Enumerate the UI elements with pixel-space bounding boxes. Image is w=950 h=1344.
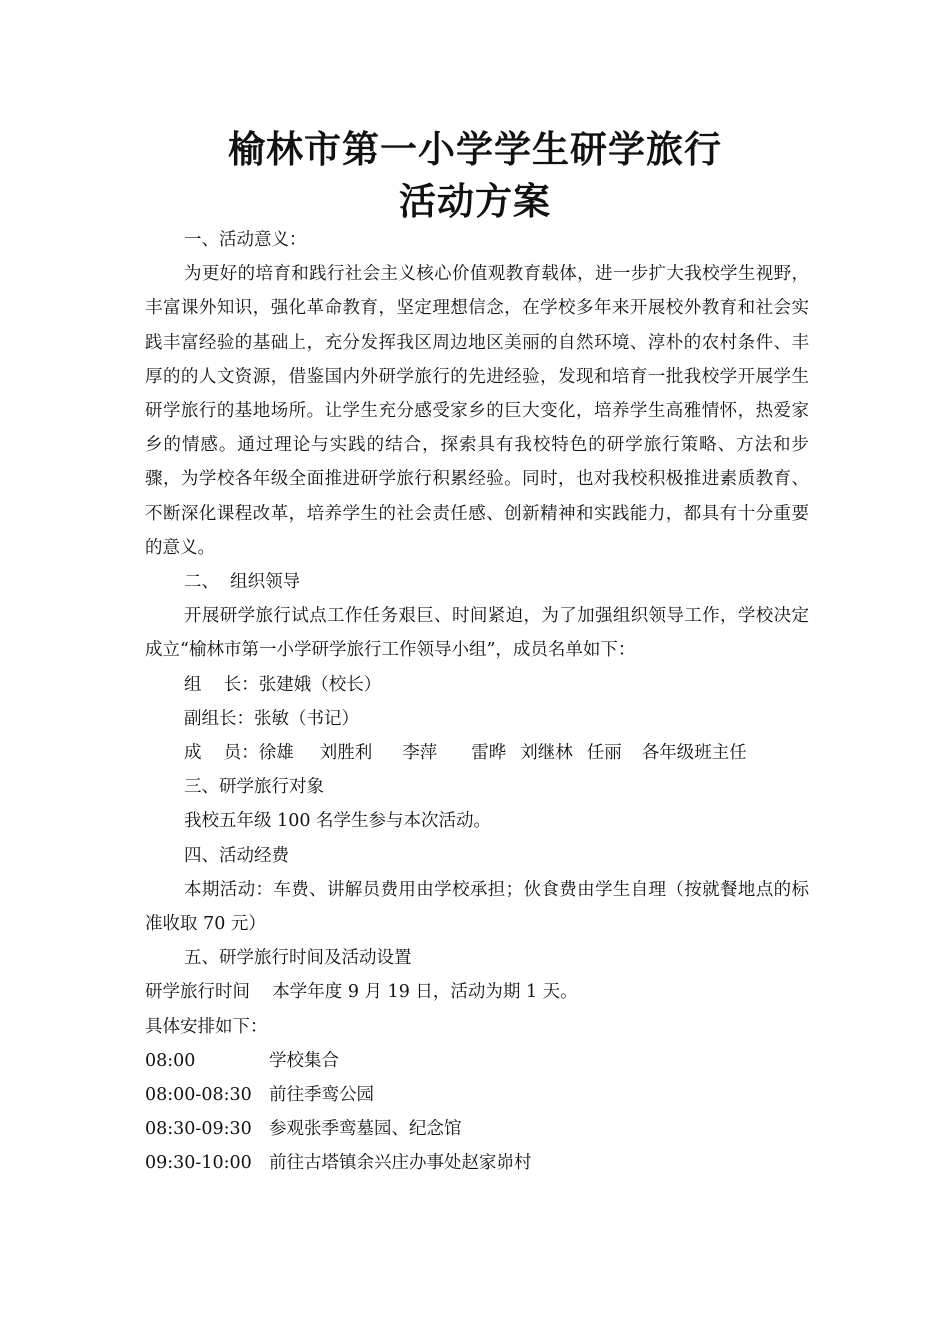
document-title-line2: 活动方案 <box>399 179 551 223</box>
member-name: 刘继林 <box>520 743 573 764</box>
member-name: 任丽 <box>586 743 622 764</box>
section-2-body: 开展研学旅行试点工作任务艰巨、时间紧迫，为了加强组织领导工作，学校决定成立“榆林市第一小学研学旅行工作领导小组”，成员名单如下： <box>145 606 809 661</box>
section-1-heading: 一、活动意义： <box>184 230 307 250</box>
member-name: 刘胜利 <box>319 743 373 764</box>
deputy-leader-line: 副组长：张敏（书记） <box>184 708 359 729</box>
schedule-list <box>145 1044 809 1181</box>
schedule-row <box>145 1146 809 1180</box>
schedule-row <box>145 1044 809 1078</box>
schedule-time: 08:30-09:30 <box>145 1119 252 1140</box>
schedule-activity: 参观张季鸾墓园、纪念馆 <box>269 1119 462 1140</box>
section-4-body: 本期活动：车费、讲解员费用由学校承担；伙食费由学生自理（按就餐地点的标准收取 70 元） <box>145 879 809 935</box>
schedule-time: 08:00 <box>145 1050 196 1071</box>
schedule-row <box>145 1112 809 1146</box>
members-line <box>145 736 809 770</box>
leader-line: 组 长：张建娥（校长） <box>184 674 382 695</box>
section-4-heading: 四、活动经费 <box>184 845 289 866</box>
section-5-heading: 五、研学旅行时间及活动设置 <box>184 948 412 969</box>
member-name: 徐雄 <box>258 743 294 764</box>
section-1-body: 为更好的培育和践行社会主义核心价值观教育载体，进一步扩大我校学生视野，丰富课外知识，强化革命教育，坚定理想信念，在学校多年来开展校外教育和社会实践丰富经验的基础上，充分发挥我区周边地区美丽的自然环境、淳朴的农村条件、丰厚的的人文资源，借鉴国内外研学旅行的先进经验，发现和培育一批我校学开展学生研学旅行的基地场所。让学生充分感受家乡的巨大变化，培养学生高雅情怀，热爱家乡的情感。通过理论与实践的结合，探索具有我校特色的研学旅行策略、方法和步骤，为学校各年级全面推进研学旅行积累经验。同时，也对我校积极推进素质教育、不断深化课程改革，培养学生的社会责任感、创新精神和实践能力，都具有十分重要的意义。 <box>145 264 809 558</box>
schedule-activity: 学校集合 <box>269 1050 339 1071</box>
member-name: 李萍 <box>402 743 438 764</box>
section-2-heading: 二、 组织领导 <box>184 572 301 593</box>
schedule-time: 09:30-10:00 <box>145 1153 252 1174</box>
schedule-activity: 前往古塔镇余兴庄办事处赵家峁村 <box>269 1153 532 1174</box>
section-3-body: 我校五年级 100 名学生参与本次活动。 <box>184 811 492 832</box>
document-title-line1: 榆林市第一小学学生研学旅行 <box>228 127 722 171</box>
section-3-heading: 三、研学旅行对象 <box>184 777 324 798</box>
schedule-intro: 具体安排如下： <box>145 1016 268 1037</box>
schedule-activity: 前往季鸾公园 <box>269 1085 374 1106</box>
member-name: 各年级班主任 <box>641 743 747 764</box>
trip-time-line: 研学旅行时间 本学年度 9 月 19 日，活动为期 1 天。 <box>145 982 578 1003</box>
member-name: 雷晔 <box>471 743 507 764</box>
schedule-row <box>145 1078 809 1112</box>
document-body <box>145 223 809 1181</box>
schedule-time: 08:00-08:30 <box>145 1085 252 1106</box>
members-label: 成 员： <box>184 743 259 764</box>
